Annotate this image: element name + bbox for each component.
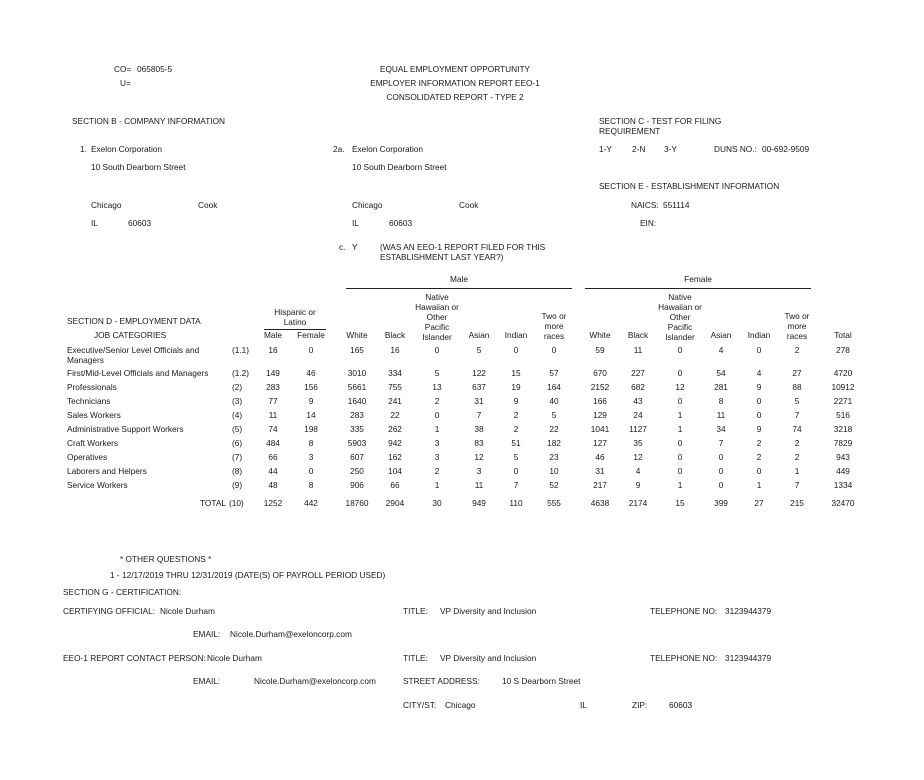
cell-female-white: 46 [595,452,605,462]
city-state-label: CITY/ST: [403,700,437,710]
co-value: 065805-5 [137,64,173,74]
filing-test-3: 3-Y [664,144,677,154]
cell-female-two-or-more: 2 [794,452,800,462]
cell-female-black: 11 [633,345,643,355]
cell-female-white: 166 [593,396,607,406]
section-e-heading: SECTION E - ESTABLISHMENT INFORMATION [599,181,780,191]
cell-female-black: 24 [633,410,643,420]
cell-female-black: 35 [633,438,643,448]
report-title-line1: EQUAL EMPLOYMENT OPPORTUNITY [379,64,531,74]
cert-title-value: VP Diversity and Inclusion [440,606,537,616]
cell-female-black: 227 [631,368,645,378]
contact-title-value: VP Diversity and Inclusion [440,653,537,663]
cell-total: 4720 [833,368,853,378]
cell-female-two-or-more: 1 [794,466,800,476]
cell-female-white: 4638 [590,498,610,508]
cell-male-asian: 3 [476,466,482,476]
cell-male-white: 906 [350,480,364,490]
cell-female-white: 217 [593,480,607,490]
cell-female-asian: 34 [716,424,726,434]
cell-male-asian: 12 [474,452,484,462]
certifying-official-label: CERTIFYING OFFICIAL: [63,606,156,616]
cell-female-nhopi: 1 [677,480,683,490]
prior-report-answer: Y [352,242,358,252]
cell-hispanic-female: 442 [304,498,318,508]
job-category-label: Sales Workers [67,410,121,420]
co-label: CO= [114,64,132,74]
cert-email-value: Nicole.Durham@exeloncorp.com [230,629,352,639]
street-address-value: 10 S Dearborn Street [502,676,581,686]
table-row [0,439,924,453]
item1-county: Cook [198,200,218,210]
cell-female-black: 2174 [628,498,648,508]
cell-male-asian: 7 [476,410,482,420]
section-c-heading: SECTION C - TEST FOR FILING REQUIREMENT [599,116,722,136]
cell-male-indian: 0 [513,466,519,476]
cell-male-nhopi: 13 [432,382,442,392]
table-row [0,425,924,439]
cell-male-black: 241 [388,396,402,406]
cell-male-indian: 19 [511,382,521,392]
cell-hispanic-female: 198 [304,424,318,434]
cell-female-nhopi: 0 [677,438,683,448]
cell-female-white: 31 [595,466,605,476]
cell-female-indian: 4 [756,368,762,378]
report-title-line2: EMPLOYER INFORMATION REPORT EEO-1 [370,78,540,88]
job-category-label: Craft Workers [67,438,119,448]
cell-male-nhopi: 5 [434,368,440,378]
col-header-female-nhopi: Native Hawaiian or Other Pacific Islander [658,292,702,342]
cell-total: 943 [836,452,850,462]
contact-title-label: TITLE: [403,653,428,663]
cell-male-asian: 5 [476,345,482,355]
cell-male-two-or-more: 52 [549,480,559,490]
cell-male-white: 3010 [347,368,367,378]
col-header-female-indian: Indian [747,330,771,340]
duns-label: DUNS NO.: [714,144,757,154]
cell-female-two-or-more: 5 [794,396,800,406]
cell-male-indian: 15 [511,368,521,378]
cell-total: 10912 [831,382,855,392]
cell-female-indian: 0 [756,345,762,355]
cell-total: 7829 [833,438,853,448]
cell-hispanic-female: 0 [308,345,314,355]
contact-person-name: Nicole Durham [207,653,262,663]
job-categories-header: JOB CATEGORIES [94,330,167,340]
item2a-zip: 60603 [389,218,413,228]
prior-report-question: (WAS AN EEO-1 REPORT FILED FOR THIS ESTABLISHMENT LAST YEAR?) [380,242,546,262]
job-category-label: Executive/Senior Level Officials and Managers [67,345,200,365]
cell-hispanic-male: 283 [266,382,280,392]
cell-male-black: 755 [388,382,402,392]
item1-city: Chicago [91,200,122,210]
contact-person-label: EEO-1 REPORT CONTACT PERSON: [63,653,206,663]
cell-female-black: 4 [635,466,641,476]
job-category-code: (2) [232,382,243,392]
cell-male-black: 262 [388,424,402,434]
cell-male-nhopi: 3 [434,438,440,448]
item1-number: 1. [80,144,87,154]
job-category-code: (6) [232,438,243,448]
prior-report-label: c. [339,242,346,252]
cell-female-indian: 2 [756,452,762,462]
contact-email-value: Nicole.Durham@exeloncorp.com [254,676,376,686]
cell-female-asian: 11 [716,410,726,420]
zip-label: ZIP: [632,700,648,710]
total-label: TOTAL [200,498,226,508]
female-group-header: Female [684,274,712,284]
male-group-rule [346,288,572,289]
cell-female-white: 127 [593,438,607,448]
cell-male-white: 18760 [345,498,369,508]
col-header-male-indian: Indian [504,330,528,340]
cell-hispanic-female: 8 [308,438,314,448]
col-header-male-asian: Asian [468,330,490,340]
job-category-code: (9) [232,480,243,490]
cell-male-two-or-more: 555 [547,498,561,508]
job-category-code: (7) [232,452,243,462]
col-header-female-two-or-more: Two or more races [784,311,810,341]
cert-phone-value: 3123944379 [725,606,772,616]
col-header-female-asian: Asian [710,330,732,340]
cert-phone-label: TELEPHONE NO: [650,606,718,616]
cell-female-indian: 1 [756,480,762,490]
u-label: U= [120,78,131,88]
job-category-code: (1.2) [232,368,250,378]
job-category-label: Service Workers [67,480,128,490]
table-row [0,369,924,383]
cell-female-nhopi: 0 [677,396,683,406]
street-address-label: STREET ADDRESS: [403,676,480,686]
cell-total: 449 [836,466,850,476]
job-category-code: (4) [232,410,243,420]
table-row [0,383,924,397]
item1-zip: 60603 [128,218,152,228]
cell-total: 3218 [833,424,853,434]
item2a-street: 10 South Dearborn Street [352,162,447,172]
cell-male-white: 5661 [347,382,367,392]
cell-hispanic-male: 11 [268,410,278,420]
cell-male-black: 334 [388,368,402,378]
cell-female-nhopi: 0 [677,452,683,462]
cell-female-indian: 9 [756,382,762,392]
job-category-code: (5) [232,424,243,434]
certifying-official-name: Nicole Durham [160,606,215,616]
cell-male-asian: 949 [472,498,486,508]
item2a-state: IL [352,218,359,228]
cell-male-asian: 83 [474,438,484,448]
cell-female-white: 2152 [590,382,610,392]
filing-test-2: 2-N [632,144,646,154]
col-header-male-white: White [346,330,368,340]
cell-total: 1334 [833,480,853,490]
cell-female-asian: 4 [718,345,724,355]
cell-total: 32470 [831,498,855,508]
cell-male-white: 335 [350,424,364,434]
job-category-label: Professionals [67,382,117,392]
cell-male-nhopi: 3 [434,452,440,462]
contact-email-label: EMAIL: [193,676,221,686]
cell-female-asian: 0 [718,466,724,476]
female-group-rule [585,288,811,289]
cell-female-indian: 2 [756,438,762,448]
cell-male-white: 165 [350,345,364,355]
col-header-total: Total [834,330,852,340]
cell-hispanic-male: 16 [268,345,278,355]
cell-male-white: 5903 [347,438,367,448]
cell-female-nhopi: 0 [677,466,683,476]
cell-female-black: 682 [631,382,645,392]
cell-male-nhopi: 0 [434,345,440,355]
cell-female-nhopi: 0 [677,368,683,378]
job-category-label: Operatives [67,452,108,462]
cell-female-asian: 281 [714,382,728,392]
cell-male-nhopi: 1 [434,424,440,434]
cell-female-black: 12 [633,452,643,462]
job-category-label: Laborers and Helpers [67,466,147,476]
cell-male-asian: 122 [472,368,486,378]
report-title-line3: CONSOLIDATED REPORT - TYPE 2 [386,92,524,102]
cell-male-black: 66 [390,480,400,490]
filing-test-1: 1-Y [599,144,612,154]
cell-male-white: 283 [350,410,364,420]
cell-female-black: 9 [635,480,641,490]
cell-female-two-or-more: 7 [794,480,800,490]
contact-phone-value: 3123944379 [725,653,772,663]
cell-female-asian: 399 [714,498,728,508]
col-header-male-nhopi: Native Hawaiian or Other Pacific Islander [415,292,459,342]
cell-female-black: 43 [633,396,643,406]
cell-male-two-or-more: 40 [549,396,559,406]
col-header-male-black: Black [384,330,406,340]
cell-male-two-or-more: 23 [549,452,559,462]
cell-male-asian: 38 [474,424,484,434]
naics-value: 551114 [663,200,690,210]
cell-total: 516 [836,410,850,420]
cell-male-indian: 110 [509,498,523,508]
cell-male-black: 22 [390,410,400,420]
table-row [0,453,924,467]
cell-male-two-or-more: 57 [549,368,559,378]
other-questions-heading: * OTHER QUESTIONS * [120,554,212,564]
col-header-female-black: Black [627,330,649,340]
cell-female-two-or-more: 88 [792,382,802,392]
cell-hispanic-female: 8 [308,480,314,490]
cell-female-indian: 0 [756,396,762,406]
cell-female-two-or-more: 215 [790,498,804,508]
cell-female-indian: 27 [754,498,764,508]
male-group-header: Male [450,274,468,284]
cell-male-asian: 637 [472,382,486,392]
job-category-label: Administrative Support Workers [67,424,184,434]
cell-hispanic-male: 48 [268,480,278,490]
cell-male-two-or-more: 164 [547,382,561,392]
cell-male-asian: 31 [474,396,484,406]
cell-hispanic-female: 156 [304,382,318,392]
cell-hispanic-male: 1252 [263,498,283,508]
col-header-hispanic-male: Male [264,330,282,340]
cell-hispanic-male: 484 [266,438,280,448]
section-g-heading: SECTION G - CERTIFICATION: [63,587,182,597]
zip-value: 60603 [669,700,693,710]
cell-female-nhopi: 0 [677,345,683,355]
job-category-code: (8) [232,466,243,476]
cell-female-two-or-more: 2 [794,345,800,355]
cell-hispanic-male: 77 [268,396,278,406]
col-header-male-two-or-more: Two or more races [541,311,567,341]
item1-company-name: Exelon Corporation [91,144,163,154]
cell-male-nhopi: 30 [432,498,442,508]
cell-female-asian: 0 [718,480,724,490]
hispanic-header: Hispanic or Latino [274,307,316,327]
cell-hispanic-male: 74 [268,424,278,434]
city-value: Chicago [445,700,476,710]
cell-hispanic-male: 66 [268,452,278,462]
state-value: IL [580,700,587,710]
table-total-row [0,499,924,513]
item1-state: IL [91,218,98,228]
cell-male-indian: 2 [513,410,519,420]
cell-female-indian: 0 [756,410,762,420]
item2a-company-name: Exelon Corporation [352,144,424,154]
cert-title-label: TITLE: [403,606,428,616]
naics-label: NAICS: [631,200,659,210]
job-category-label: First/Mid-Level Officials and Managers [67,368,209,378]
cell-male-indian: 5 [513,452,519,462]
cell-male-black: 16 [390,345,400,355]
cell-male-nhopi: 1 [434,480,440,490]
cell-male-indian: 0 [513,345,519,355]
item1-street: 10 South Dearborn Street [91,162,186,172]
cell-male-black: 104 [388,466,402,476]
col-header-hispanic-female: Female [297,330,325,340]
cell-male-nhopi: 2 [434,466,440,476]
cell-female-asian: 54 [716,368,726,378]
cell-male-indian: 2 [513,424,519,434]
cell-female-white: 129 [593,410,607,420]
job-category-label: Technicians [67,396,111,406]
cell-hispanic-male: 149 [266,368,280,378]
cell-female-indian: 9 [756,424,762,434]
cell-female-asian: 8 [718,396,724,406]
cell-total: 2271 [833,396,853,406]
job-category-code: (3) [232,396,243,406]
cell-female-white: 1041 [590,424,610,434]
table-row [0,397,924,411]
table-row [0,481,924,495]
cell-male-nhopi: 0 [434,410,440,420]
item2a-city: Chicago [352,200,383,210]
cell-female-two-or-more: 2 [794,438,800,448]
cell-female-black: 1127 [629,424,647,434]
duns-value: 00-692-9509 [762,144,810,154]
cell-male-two-or-more: 22 [549,424,559,434]
cert-email-label: EMAIL: [193,629,221,639]
cell-female-asian: 7 [718,438,724,448]
cell-female-nhopi: 1 [677,410,683,420]
cell-female-white: 670 [593,368,607,378]
job-category-code: (10) [229,498,244,508]
cell-male-two-or-more: 5 [551,410,557,420]
cell-male-white: 250 [350,466,364,476]
table-row [0,411,924,425]
cell-male-indian: 7 [513,480,519,490]
cell-hispanic-male: 44 [268,466,278,476]
cell-female-white: 59 [595,345,605,355]
cell-female-two-or-more: 74 [792,424,802,434]
table-row [0,467,924,481]
payroll-period: 1 - 12/17/2019 THRU 12/31/2019 (DATE(S) OF PAYROLL PERIOD USED) [110,570,386,580]
cell-female-nhopi: 12 [675,382,685,392]
cell-male-two-or-more: 0 [551,345,557,355]
item2a-number: 2a. [333,144,345,154]
cell-female-asian: 0 [718,452,724,462]
cell-female-indian: 0 [756,466,762,476]
cell-female-two-or-more: 7 [794,410,800,420]
cell-female-nhopi: 15 [675,498,685,508]
section-d-heading: SECTION D - EMPLOYMENT DATA [67,316,201,326]
cell-male-indian: 9 [513,396,519,406]
cell-hispanic-female: 46 [306,368,316,378]
cell-male-white: 1640 [347,396,367,406]
cell-total: 278 [836,345,850,355]
contact-phone-label: TELEPHONE NO: [650,653,718,663]
item2a-county: Cook [459,200,479,210]
cell-male-white: 607 [350,452,364,462]
cell-male-black: 2904 [385,498,405,508]
cell-hispanic-female: 3 [308,452,314,462]
cell-male-asian: 11 [474,480,484,490]
table-row [0,345,924,365]
cell-female-nhopi: 1 [677,424,683,434]
job-category-code: (1.1) [232,345,250,355]
cell-male-two-or-more: 10 [549,466,559,476]
cell-male-indian: 51 [511,438,521,448]
cell-hispanic-female: 9 [308,396,314,406]
cell-male-black: 942 [388,438,402,448]
cell-male-two-or-more: 182 [547,438,561,448]
cell-male-black: 162 [388,452,402,462]
cell-female-two-or-more: 27 [792,368,802,378]
cell-hispanic-female: 0 [308,466,314,476]
section-b-heading: SECTION B - COMPANY INFORMATION [72,116,226,126]
ein-label: EIN: [640,218,657,228]
cell-male-nhopi: 2 [434,396,440,406]
col-header-female-white: White [589,330,611,340]
cell-hispanic-female: 14 [306,410,316,420]
